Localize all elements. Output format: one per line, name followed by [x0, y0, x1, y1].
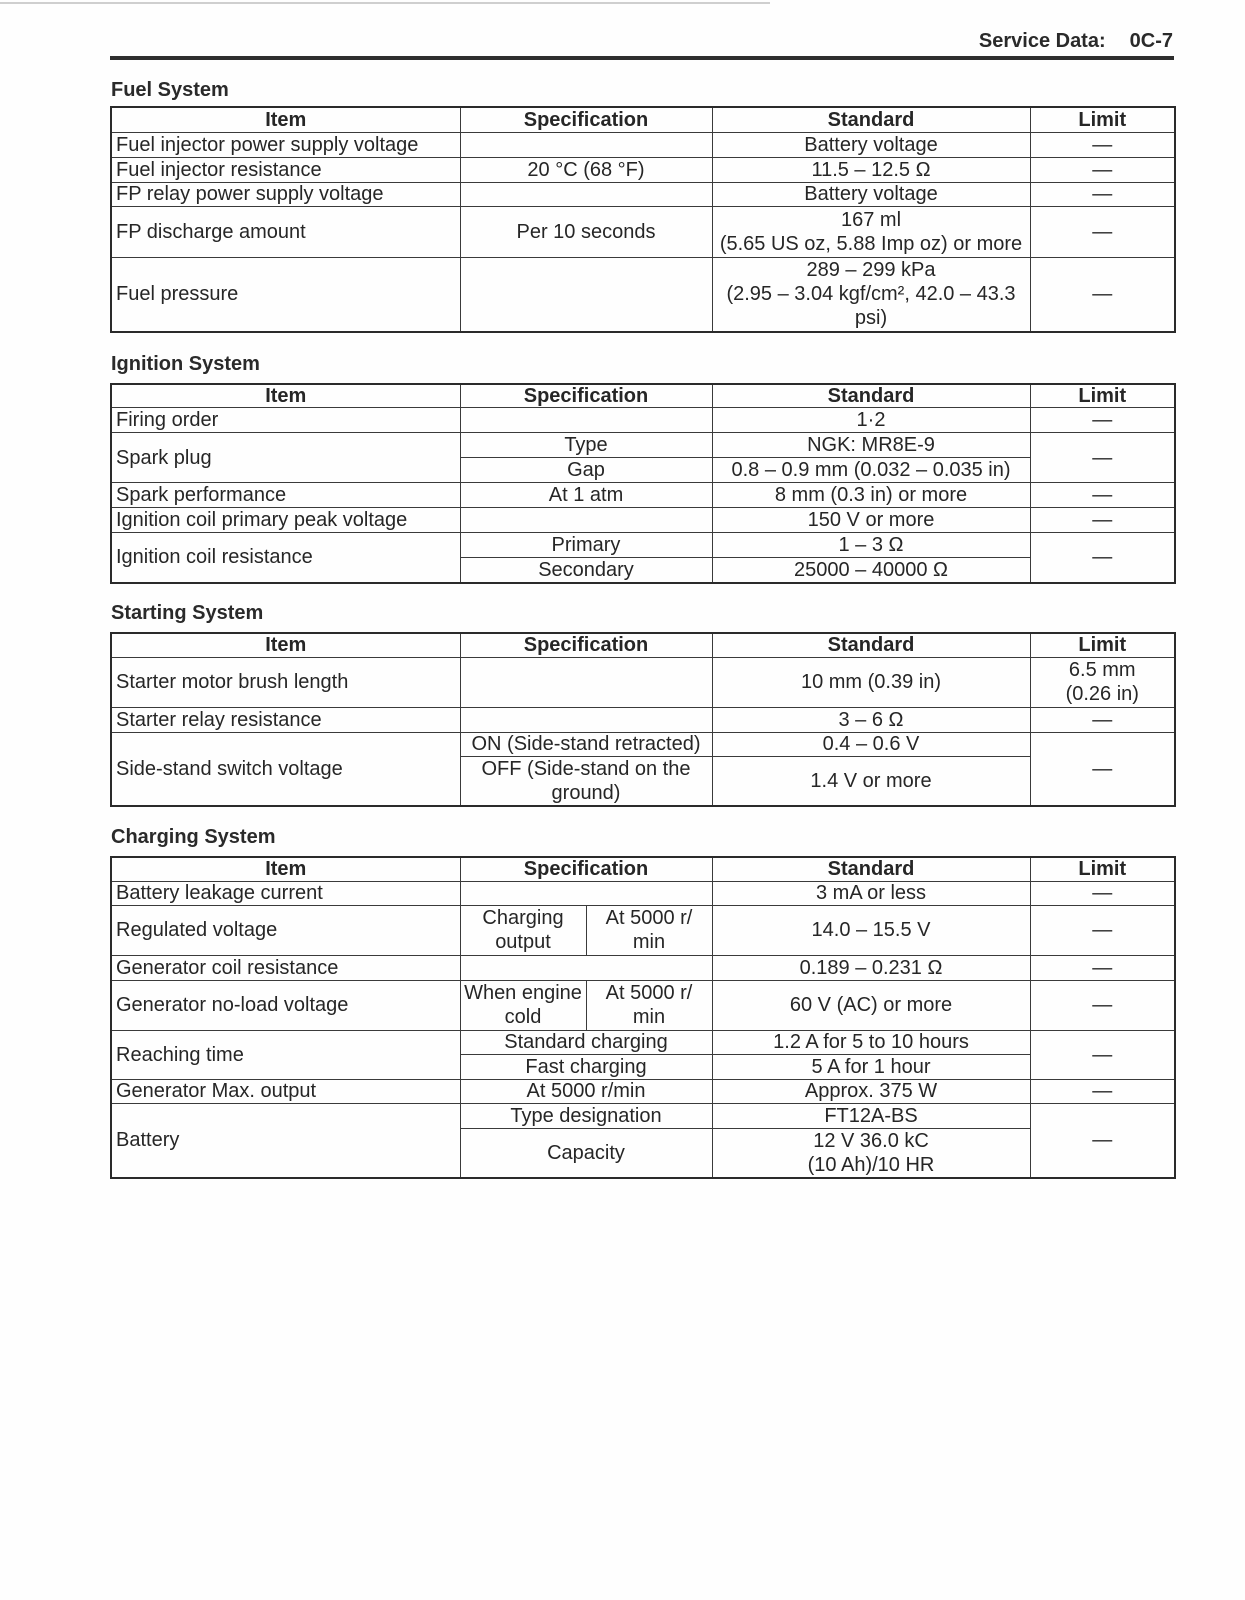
standard-cell: 5 A for 1 hour [712, 1054, 1030, 1079]
specification-cell: Per 10 seconds [460, 206, 712, 257]
condition-line: min [632, 1006, 666, 1028]
limit-line: 6.5 mm [1068, 659, 1136, 681]
limit-cell: — [1030, 533, 1175, 583]
column-header-item: Item [111, 633, 460, 657]
item-cell: Firing order [111, 408, 460, 433]
side-stand-switch-on-row [111, 732, 1175, 756]
column-header-standard: Standard [712, 107, 1030, 132]
specification-cell: Secondary [460, 558, 712, 583]
specification-cell: Type [460, 433, 712, 458]
standard-cell: 25000 – 40000 Ω [712, 558, 1030, 583]
table-header-row [111, 633, 1175, 657]
limit-cell: — [1030, 408, 1175, 433]
limit-cell: — [1030, 707, 1175, 732]
standard-cell: 11.5 – 12.5 Ω [712, 157, 1030, 182]
specification-cell: Standard charging [460, 1030, 712, 1054]
specification-cell: Capacity [460, 1128, 712, 1178]
page-header [979, 29, 1173, 53]
starter-motor-brush-length-row [111, 657, 1175, 707]
spark-plug-type-row [111, 433, 1175, 458]
generator-coil-resistance-row [111, 955, 1175, 980]
column-header-limit: Limit [1030, 857, 1175, 881]
standard-cell: 0.8 – 0.9 mm (0.032 – 0.035 in) [712, 458, 1030, 483]
limit-cell: — [1030, 182, 1175, 206]
specification-cell: Fast charging [460, 1054, 712, 1079]
column-header-specification: Specification [460, 857, 712, 881]
specification-line: OFF (Side-stand on the [481, 757, 691, 780]
condition-cell [586, 905, 712, 955]
specification-cell: Gap [460, 458, 712, 483]
scan-edge-line [0, 2, 770, 4]
charging-system-table [110, 856, 1176, 1179]
standard-cell [712, 1128, 1030, 1178]
header-rule [110, 56, 1174, 60]
item-cell: Generator no-load voltage [111, 980, 460, 1030]
standard-cell: 8 mm (0.3 in) or more [712, 483, 1030, 508]
item-cell: Generator Max. output [111, 1079, 460, 1103]
fp-discharge-amount-row [111, 206, 1175, 257]
item-cell: Regulated voltage [111, 905, 460, 955]
standard-cell: 3 – 6 Ω [712, 707, 1030, 732]
standard-cell: 10 mm (0.39 in) [712, 657, 1030, 707]
standard-cell: NGK: MR8E-9 [712, 433, 1030, 458]
standard-cell: 0.189 – 0.231 Ω [712, 955, 1030, 980]
limit-cell: — [1030, 257, 1175, 332]
limit-cell: — [1030, 980, 1175, 1030]
ignition-system-title: Ignition System [111, 353, 260, 375]
specification-cell [460, 182, 712, 206]
condition-line: min [632, 931, 666, 953]
specification-line: Charging [482, 907, 564, 929]
specification-cell [460, 408, 712, 433]
standard-cell: 1.4 V or more [712, 756, 1030, 806]
specification-cell [460, 657, 712, 707]
standard-cell: 60 V (AC) or more [712, 980, 1030, 1030]
specification-cell: ON (Side-stand retracted) [460, 732, 712, 756]
specification-cell [460, 955, 712, 980]
specification-cell [460, 257, 712, 332]
limit-cell: — [1030, 881, 1175, 905]
reaching-time-standard-row [111, 1030, 1175, 1054]
fuel-injector-resistance-row [111, 157, 1175, 182]
item-cell: Battery leakage current [111, 881, 460, 905]
fuel-pressure-row [111, 257, 1175, 332]
limit-cell: — [1030, 1030, 1175, 1079]
section-label: Service Data: [978, 30, 1106, 52]
limit-cell: — [1030, 508, 1175, 533]
item-cell: Battery [111, 1103, 460, 1178]
specification-cell: 20 °C (68 °F) [460, 157, 712, 182]
standard-line: (5.65 US oz, 5.88 Imp oz) or more [719, 232, 1023, 255]
standard-cell: Approx. 375 W [712, 1079, 1030, 1103]
limit-cell: — [1030, 1103, 1175, 1178]
standard-cell: 1·2 [712, 408, 1030, 433]
generator-no-load-voltage-row [111, 980, 1175, 1030]
limit-cell: — [1030, 132, 1175, 157]
table-header-row [111, 107, 1175, 132]
standard-line: (10 Ah)/10 HR [807, 1153, 935, 1176]
fp-relay-power-supply-voltage-row [111, 182, 1175, 206]
item-cell: Starter motor brush length [111, 657, 460, 707]
starter-relay-resistance-row [111, 707, 1175, 732]
specification-line: ground) [551, 781, 621, 804]
column-header-item: Item [111, 107, 460, 132]
item-cell: Generator coil resistance [111, 955, 460, 980]
limit-cell: — [1030, 206, 1175, 257]
column-header-limit: Limit [1030, 633, 1175, 657]
column-header-standard: Standard [712, 857, 1030, 881]
limit-cell: — [1030, 1079, 1175, 1103]
condition-line: At 5000 r/ [605, 982, 693, 1004]
column-header-specification: Specification [460, 384, 712, 408]
standard-line: (2.95 – 3.04 kgf/cm², 42.0 – 43.3 [726, 283, 1016, 306]
item-cell: Starter relay resistance [111, 707, 460, 732]
specification-line: cold [504, 1006, 542, 1028]
standard-cell: Battery voltage [712, 182, 1030, 206]
column-header-standard: Standard [712, 384, 1030, 408]
item-cell: Reaching time [111, 1030, 460, 1079]
standard-cell: 0.4 – 0.6 V [712, 732, 1030, 756]
item-cell: Fuel pressure [111, 257, 460, 332]
specification-cell [460, 508, 712, 533]
specification-cell: At 5000 r/min [460, 1079, 712, 1103]
firing-order-row [111, 408, 1175, 433]
column-header-specification: Specification [460, 107, 712, 132]
spark-performance-row [111, 483, 1175, 508]
standard-line: 167 ml [840, 208, 902, 231]
standard-cell [712, 206, 1030, 257]
limit-cell: — [1030, 955, 1175, 980]
fuel-system-title: Fuel System [111, 79, 229, 101]
standard-cell: 150 V or more [712, 508, 1030, 533]
column-header-item: Item [111, 857, 460, 881]
condition-cell [586, 980, 712, 1030]
ignition-coil-resistance-primary-row [111, 533, 1175, 558]
ignition-system-table [110, 383, 1176, 584]
limit-cell: — [1030, 483, 1175, 508]
column-header-limit: Limit [1030, 107, 1175, 132]
generator-max-output-row [111, 1079, 1175, 1103]
battery-type-row [111, 1103, 1175, 1128]
standard-line: psi) [854, 307, 888, 330]
column-header-item: Item [111, 384, 460, 408]
specification-cell [460, 980, 586, 1030]
specification-cell: Primary [460, 533, 712, 558]
table-header-row [111, 384, 1175, 408]
item-cell: Spark performance [111, 483, 460, 508]
column-header-standard: Standard [712, 633, 1030, 657]
standard-cell: 3 mA or less [712, 881, 1030, 905]
charging-system-title: Charging System [111, 826, 276, 848]
page-number: 0C-7 [1129, 30, 1173, 52]
specification-line: output [495, 931, 551, 953]
condition-line: At 5000 r/ [605, 907, 693, 929]
standard-cell: 1 – 3 Ω [712, 533, 1030, 558]
specification-cell [460, 707, 712, 732]
specification-cell [460, 881, 712, 905]
column-header-limit: Limit [1030, 384, 1175, 408]
fuel-system-table [110, 106, 1176, 333]
limit-cell [1030, 657, 1175, 707]
limit-cell: — [1030, 433, 1175, 483]
standard-cell [712, 257, 1030, 332]
specification-cell: At 1 atm [460, 483, 712, 508]
specification-cell [460, 756, 712, 806]
item-cell: Spark plug [111, 433, 460, 483]
specification-cell [460, 905, 586, 955]
regulated-voltage-row [111, 905, 1175, 955]
limit-cell: — [1030, 157, 1175, 182]
item-cell: Side-stand switch voltage [111, 732, 460, 806]
specification-cell: Type designation [460, 1103, 712, 1128]
standard-cell: Battery voltage [712, 132, 1030, 157]
standard-cell: 14.0 – 15.5 V [712, 905, 1030, 955]
limit-cell: — [1030, 732, 1175, 806]
item-cell: Fuel injector power supply voltage [111, 132, 460, 157]
ignition-coil-peak-voltage-row [111, 508, 1175, 533]
limit-line: (0.26 in) [1065, 683, 1139, 705]
starting-system-title: Starting System [111, 602, 264, 624]
item-cell: Fuel injector resistance [111, 157, 460, 182]
starting-system-table [110, 632, 1176, 807]
item-cell: Ignition coil primary peak voltage [111, 508, 460, 533]
specification-cell [460, 132, 712, 157]
standard-cell: 1.2 A for 5 to 10 hours [712, 1030, 1030, 1054]
standard-line: 12 V 36.0 kC [813, 1129, 929, 1152]
column-header-specification: Specification [460, 633, 712, 657]
standard-cell: FT12A-BS [712, 1103, 1030, 1128]
table-header-row [111, 857, 1175, 881]
item-cell: Ignition coil resistance [111, 533, 460, 583]
fuel-injector-power-supply-voltage-row [111, 132, 1175, 157]
specification-line: When engine [464, 982, 582, 1004]
battery-leakage-current-row [111, 881, 1175, 905]
item-cell: FP relay power supply voltage [111, 182, 460, 206]
limit-cell: — [1030, 905, 1175, 955]
item-cell: FP discharge amount [111, 206, 460, 257]
standard-line: 289 – 299 kPa [806, 259, 936, 282]
